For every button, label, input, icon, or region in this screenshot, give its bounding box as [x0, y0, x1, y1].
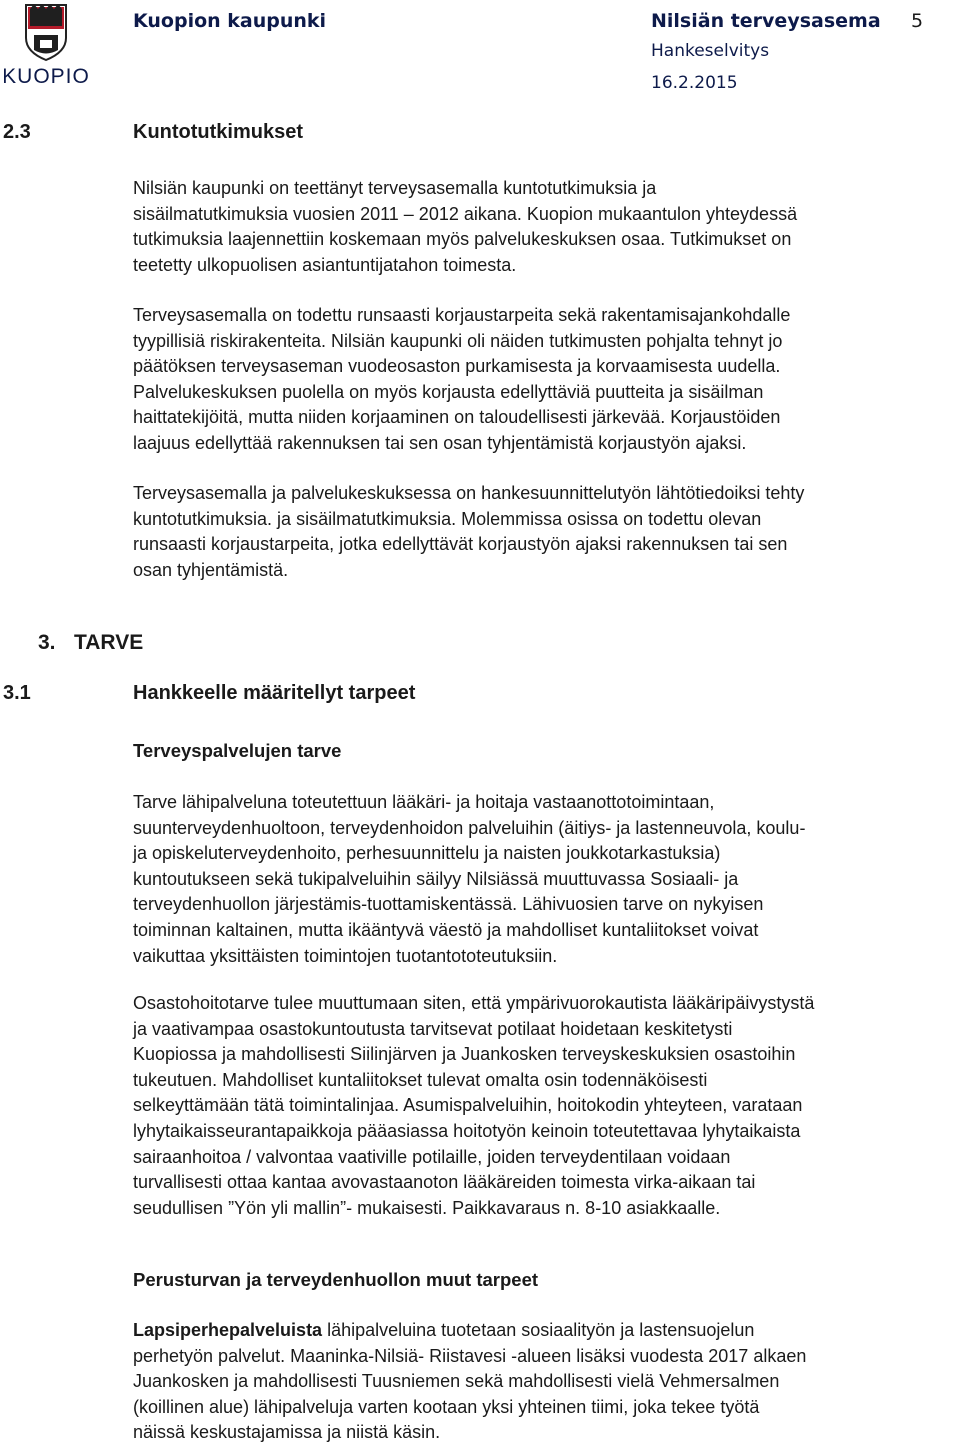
header-doc-type: Hankeselvitys [651, 41, 770, 61]
section-title: Hankkeelle määritellyt tarpeet [133, 682, 416, 704]
text-line: Nilsiän kaupunki on teettänyt terveysasemalla kuntotutkimuksia ja [133, 178, 657, 198]
text-line: toiminnan kaltainen, mutta ikääntyvä väestö ja mahdolliset kuntaliitokset voivat [133, 919, 759, 940]
header-project: Nilsiän terveysasema [651, 10, 881, 32]
text-line: haittatekijöitä, mutta niiden korjaaminen on taloudellisesti järkevää. Korjaustöiden [133, 407, 781, 428]
section-title: Kuntotutkimukset [133, 121, 303, 143]
paragraph [133, 481, 960, 583]
section-2-3-heading [3, 121, 403, 147]
text-line: osan tyhjentämistä. [133, 559, 289, 580]
text-line: tyypillisiä riskirakenteita. Nilsiän kaupunki oli näiden tutkimusten pohjalta tehnyt jo [133, 330, 783, 351]
text-line: Palvelukeskuksen puolella on myös korjausta edellyttäviä puutteita ja sisäilman [133, 381, 764, 402]
text-line: Osastohoitotarve tulee muuttumaan siten, että ympärivuorokautista lääkäripäivystystä [133, 993, 815, 1013]
text-line: teetetty ulkopuolisen asiantuntijatahon toimesta. [133, 254, 517, 275]
paragraph [133, 790, 960, 969]
text-line: ja vaativampaa osastokuntoutusta tarvitsevat potilaat hoidetaan keskitetysti [133, 1018, 733, 1039]
text-line: näissä keskustajamissa ja niistä käsin. [133, 1422, 441, 1443]
paragraph [133, 303, 960, 457]
bold-lead: Lapsiperhepalveluista [133, 1320, 323, 1340]
section-number: 3.1 [3, 682, 31, 704]
text-line: lyhytaikaisseurantapaikkoja pääasiassa hoitotyön keinoin toteutettavaa lyhytaikaista [133, 1120, 801, 1141]
text-line: turvallisesti ottaa kantaa avovastaanoton lääkäreiden toimesta virka-aikaan tai [133, 1172, 756, 1193]
text-line: suunterveydenhuoltoon, terveydenhoidon palveluihin (äitiys- ja lastenneuvola, koulu- [133, 817, 806, 838]
text-line: sisäilmatutkimuksia vuosien 2011 – 2012 aikana. Kuopion mukaantulon yhteydessä [133, 203, 798, 224]
text-line: Tarve lähipalveluna toteutettuun lääkäri- ja hoitaja vastaanottotoimintaan, [133, 792, 715, 812]
text-line: (koillinen alue) lähipalveluja varten kootaan yksi yhteinen tiimi, joka tekee työtä [133, 1396, 760, 1417]
text-line: tutkimuksia laajennettiin koskemaan myös palvelukeskuksen osaa. Tutkimukset on [133, 229, 792, 250]
section-number: 3. [38, 631, 56, 654]
section-number: 2.3 [3, 121, 31, 143]
text-line: Kuopiossa ja mahdollisesti Siilinjärven ja Juankosken terveyskeskuksien osastoihin [133, 1044, 796, 1065]
text-line: Terveysasemalla on todettu runsaasti korjaustarpeita sekä rakentamisajankohdalle [133, 305, 791, 325]
paragraph [133, 1318, 960, 1446]
text-line: ja opiskeluterveydenhoito, perhesuunnittelu ja naisten joukkotarkastuksia) [133, 843, 721, 864]
section-title: TARVE [74, 631, 144, 654]
text-line: selkeyttämään tätä toimintalinjaa. Asumispalveluihin, hoitokodin yhteyteen, varataan [133, 1095, 803, 1116]
paragraph [133, 991, 960, 1221]
header-org: Kuopion kaupunki [133, 10, 327, 32]
text-line: kuntotutkimuksia. ja sisäilmatutkimuksia. Molemmissa osissa on todettu olevan [133, 508, 762, 529]
text-line: sairaanhoitoa / valvontaa vaativille potilaille, joiden terveydentilaan voidaan [133, 1146, 731, 1167]
section-3-1-heading [3, 682, 503, 708]
text-run: lähipalveluina tuotetaan sosiaalityön ja lastensuojelun [322, 1320, 755, 1340]
text-line: perhetyön palvelut. Maaninka-Nilsiä- Riistavesi -alueen lisäksi vuodesta 2017 alkaen [133, 1345, 807, 1366]
kuopio-logo [4, 2, 88, 86]
section-3-heading [38, 631, 338, 657]
subheading: Perusturvan ja terveydenhuollon muut tarpeet [133, 1269, 539, 1290]
text-line: laajuus edellyttää rakennuksen tai sen osan tyhjentämistä korjaustyön ajaksi. [133, 432, 747, 453]
text-line: tukeutuen. Mahdolliset kuntaliitokset tulevat omalta osin todennäköisesti [133, 1069, 708, 1090]
text-line [133, 1318, 960, 1344]
coat-of-arms-icon [26, 4, 66, 60]
svg-text:KUOPIO: KUOPIO [4, 65, 88, 86]
page-number: 5 [911, 10, 924, 32]
text-line: seudullisen ”Yön yli mallin”- mukaisesti. Paikkavaraus n. 8-10 asiakkaalle. [133, 1197, 721, 1218]
text-line: Juankosken ja mahdollisesti Tuusniemen sekä mahdollisesti vielä Vehmersalmen [133, 1371, 780, 1392]
text-line: Terveysasemalla ja palvelukeskuksessa on hankesuunnittelutyön lähtötiedoiksi tehty [133, 483, 805, 503]
text-line: päätöksen terveysaseman vuodeosaston purkamisesta ja korvaamisesta uudella. [133, 356, 781, 377]
text-line: terveydenhuollon järjestämis-tuottamiskentässä. Lähivuosien tarve on nykyisen [133, 894, 764, 915]
text-line: runsaasti korjaustarpeita, jotka edellyttävät korjaustyön ajaksi rakennuksen tai sen [133, 534, 788, 555]
text-line: vaikuttaa yksittäisten toimintojen tuotantototeutuksiin. [133, 945, 558, 966]
paragraph [133, 176, 960, 278]
text-line: kuntoutukseen sekä tukipalveluihin säilyy Nilsiässä muuttuvassa Sosiaali- ja [133, 868, 739, 889]
subheading: Terveyspalvelujen tarve [133, 740, 342, 761]
header-date: 16.2.2015 [651, 73, 738, 93]
